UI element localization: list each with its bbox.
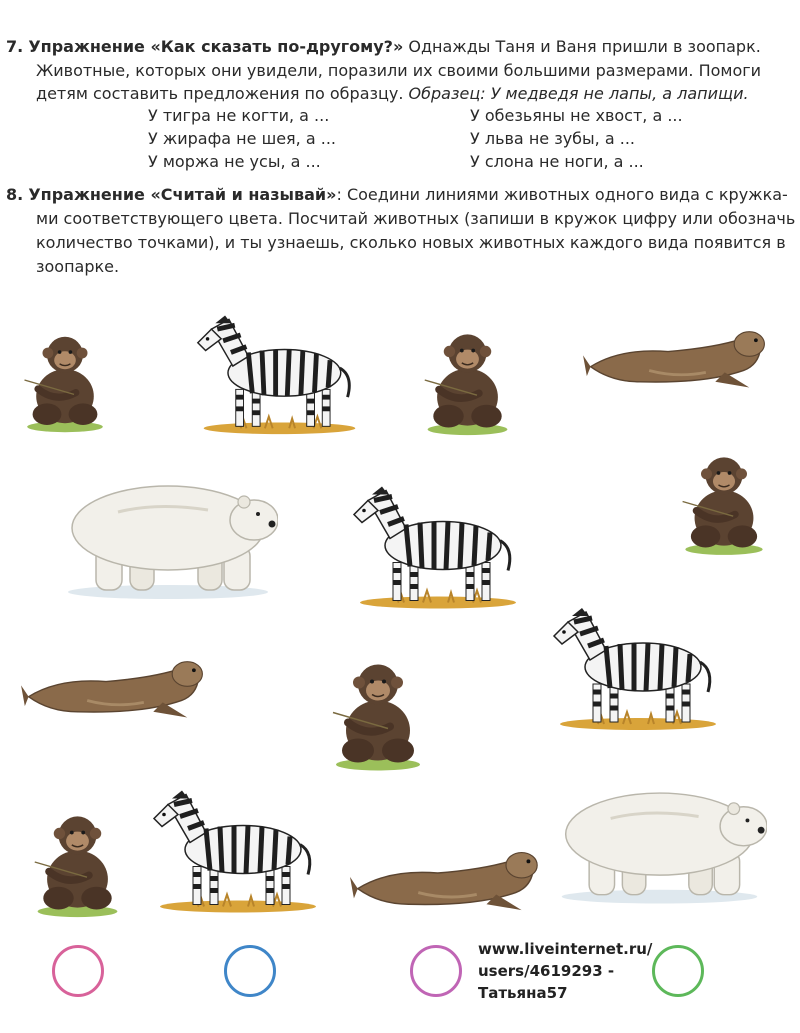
zebra-picture[interactable] [548, 592, 728, 732]
ex8-line1 [6, 184, 788, 206]
ex7-item-left-1: У тигра не когти, а ... [148, 106, 330, 125]
ex8-line2: ми соответствующего цвета. Посчитай животных (запиши в кружок цифру или обозначь [36, 209, 796, 228]
ex7-instruction: детям составить предложения по образцу. [36, 84, 409, 103]
ex7-item-right-1: У обезьяны не хвост, а ... [470, 106, 683, 125]
ex7-title: Упражнение «Как сказать по-другому?» [28, 37, 404, 56]
ex8-number: 8. [6, 185, 24, 204]
polar-bear-picture[interactable] [58, 462, 278, 602]
polar-bear-picture[interactable] [552, 768, 767, 908]
ex7-line2: Животные, которых они увидели, поразили их своими большими размерами. Помоги [36, 61, 762, 80]
ex7-item-right-3: У слона не ноги, а ... [470, 152, 644, 171]
ex8-line4: зоопарке. [36, 257, 120, 276]
ex7-intro: Однажды Таня и Ваня пришли в зоопарк. [403, 37, 761, 56]
ex7-example: Образец: У медведя не лапы, а лапищи. [408, 84, 749, 103]
seal-picture[interactable] [580, 310, 775, 395]
zebra-picture[interactable] [148, 772, 328, 917]
ex7-line3 [36, 83, 749, 105]
ex8-intro: : Соедини линиями животных одного вида с кружка- [336, 185, 788, 204]
answer-circle-pink[interactable] [52, 945, 104, 997]
ex8-title: Упражнение «Считай и называй» [28, 185, 337, 204]
monkey-picture[interactable] [328, 650, 428, 775]
answer-circle-purple[interactable] [410, 945, 462, 997]
ex7-item-left-2: У жирафа не шея, а ... [148, 129, 336, 148]
monkey-picture[interactable] [30, 802, 125, 922]
watermark-credit [478, 938, 652, 1004]
credit-line-3: Татьяна57 [478, 984, 568, 1002]
ex7-line1 [6, 36, 761, 58]
monkey-picture[interactable] [420, 320, 515, 440]
ex7-item-right-2: У льва не зубы, а ... [470, 129, 635, 148]
seal-picture[interactable] [18, 640, 213, 725]
ex8-line3: количество точками), и ты узнаешь, сколько новых животных каждого вида появится в [36, 233, 786, 252]
monkey-picture[interactable] [678, 444, 770, 559]
credit-line-2: users/4619293 - [478, 962, 615, 980]
credit-line-1: www.liveinternet.ru/ [478, 940, 653, 958]
answer-circle-green[interactable] [652, 945, 704, 997]
answer-circle-blue[interactable] [224, 945, 276, 997]
zebra-picture[interactable] [192, 298, 367, 438]
seal-picture[interactable] [350, 830, 545, 918]
monkey-picture[interactable] [20, 320, 110, 440]
zebra-picture[interactable] [348, 468, 528, 613]
ex7-item-left-3: У моржа не усы, а ... [148, 152, 321, 171]
ex7-number: 7. [6, 37, 24, 56]
